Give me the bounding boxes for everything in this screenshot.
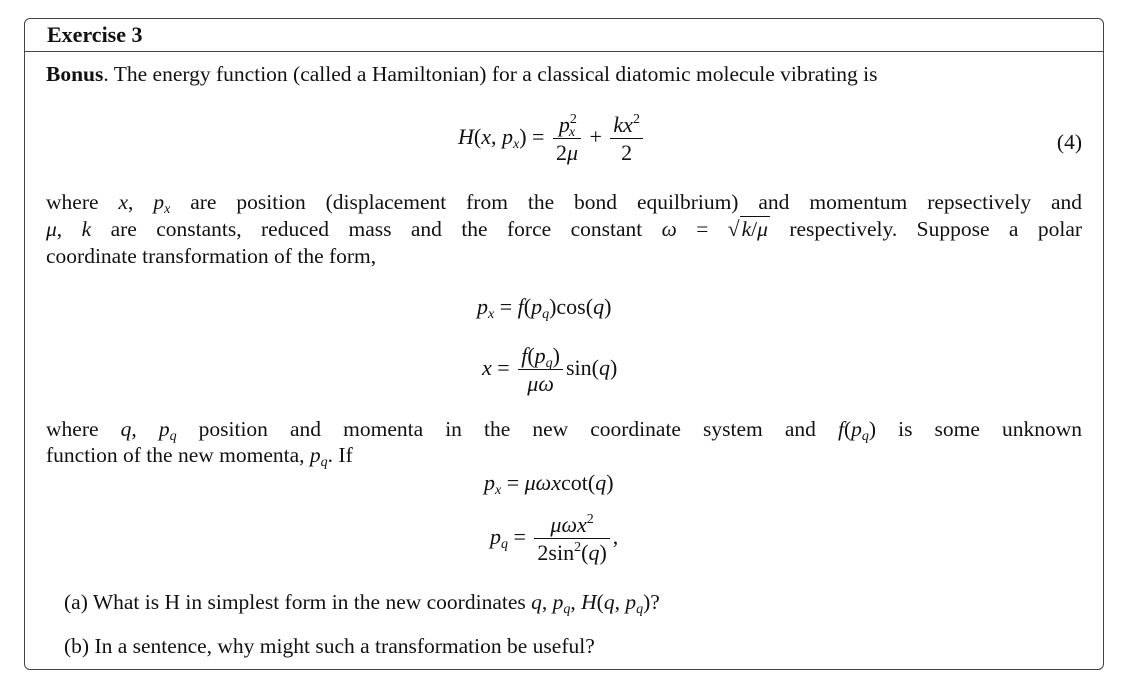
p2-if: . If xyxy=(327,443,353,467)
p2-line2-text: function of the new momenta, xyxy=(46,443,305,467)
exercise-title: Exercise 3 xyxy=(47,22,143,47)
p2-where: where xyxy=(46,417,99,441)
intro-line xyxy=(46,62,1108,87)
question-b: (b) In a sentence, why might such a transformation be useful? xyxy=(64,634,595,658)
paragraph1-line1: where x, $p_x$ are position (displacement from the bond equilbrium) and momentum repsectively and xyxy=(46,190,1083,217)
p1-line2-text: are constants, reduced mass and the force constant xyxy=(110,217,643,241)
px-transform-equation: $p_x = f(p_q)\cos(q)$ xyxy=(477,294,612,322)
intro-text: . The energy function (called a Hamiltonian) for a classical diatomic molecule vibrating is xyxy=(103,62,878,86)
x-transform-equation: x = $\frac{f(p_q)}{\mu\omega}$ sin(q) xyxy=(482,343,618,397)
paragraph2-line1: where q, $p_q$ position and momenta in the new coordinate system and $f(p_q)$ is some unknown xyxy=(46,417,1083,444)
px-inverse-equation: $p_x = \mu\omega xcot(q)$ xyxy=(484,470,614,498)
p1-line2-end: respectively. Suppose a polar xyxy=(789,217,1083,241)
p1-line1-text: are position (displacement from the bond equilbrium) and momentum repsectively and xyxy=(190,190,1083,214)
p2-line1-text: position and momenta in the new coordinate system and xyxy=(198,417,816,441)
equation-number: (4) xyxy=(1056,130,1082,154)
paragraph2-line2: function of the new momenta, $p_q$. If xyxy=(46,443,353,470)
hamiltonian-equation: H(x, $p_x$) = $\frac{p^2_x}{2\mu}$ + $\frac{kx^2}{2}$ xyxy=(458,113,646,165)
question-a: (a) What is H in simplest form in the new coordinates q, $p_q$, H(q, $p_q$)? xyxy=(64,590,660,617)
bonus-label: Bonus xyxy=(46,62,104,86)
paragraph1-line3: coordinate transformation of the form, xyxy=(46,244,377,268)
paragraph1-line2: μ, k are constants, reduced mass and the force constant ω = √k/μ respectively. Suppose a polar xyxy=(46,217,1083,241)
exercise-header xyxy=(25,19,1103,52)
p1-where: where xyxy=(46,190,99,214)
pq-inverse-equation: $p_q$ = $\frac{\mu\omega x^2}{2\sin^2(q)}$ , xyxy=(490,512,619,566)
question-a-text: (a) What is H in simplest form in the new coordinates xyxy=(64,590,526,614)
p2-line1-end: is some unknown xyxy=(898,417,1083,441)
